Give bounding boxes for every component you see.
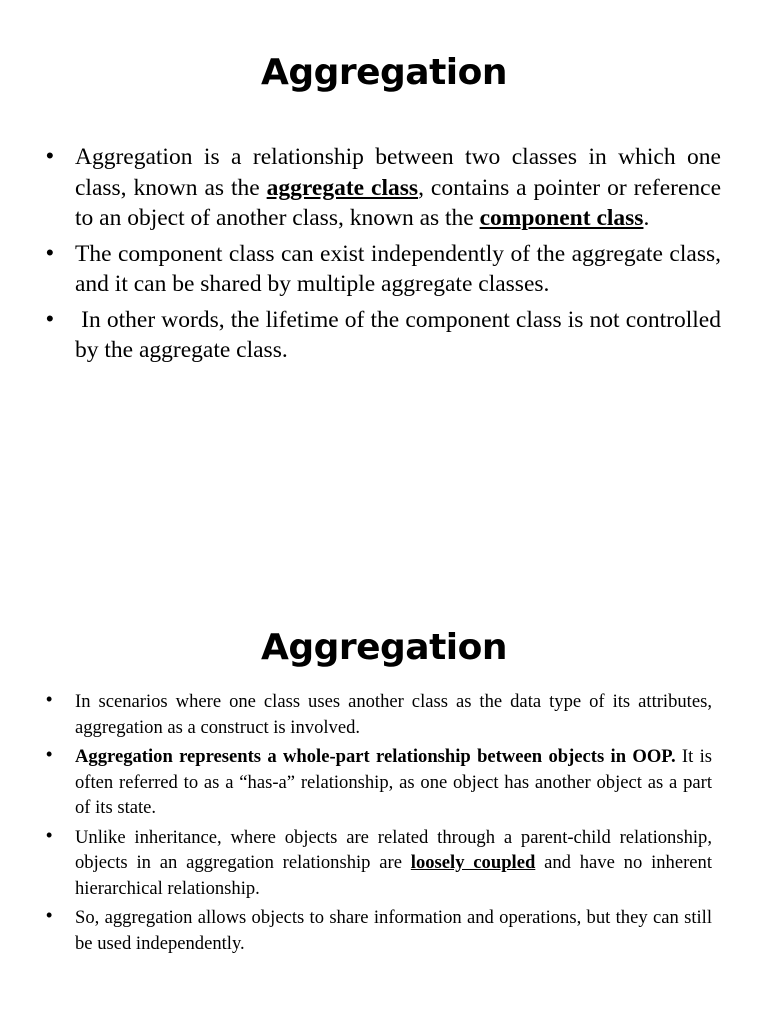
bullet-icon: • <box>46 305 54 331</box>
slide-1-title: Aggregation <box>260 52 508 93</box>
bullet-icon: • <box>46 744 53 764</box>
bullet-text: Unlike inheritance, where objects are related through a parent-child relationship, objects in an aggregation relationship are <box>75 826 712 873</box>
bullet-icon: • <box>46 824 53 845</box>
bullet-text: Aggregation is a relationship between two classes in which one class, known as the <box>75 144 721 201</box>
slide-2-bullet-1 <box>46 689 712 740</box>
slide-2-bullet-4 <box>46 905 712 956</box>
bullet-text: , contains a pointer or reference to an object of another class, known as the <box>75 174 721 231</box>
slide-1-bullet-2 <box>46 239 721 300</box>
aggregate-class-term: aggregate class <box>266 174 419 201</box>
bullet-text: In other words, the lifetime of the component class is not controlled by the aggregate class. <box>75 306 727 363</box>
slide-2-bullet-3 <box>46 824 712 902</box>
slide-2-bullet-2 <box>46 744 712 821</box>
slide-2 <box>0 575 768 1024</box>
bullet-text: The component class can exist independently of the aggregate class, and it can be shared by multiple aggregate classes. <box>75 240 721 297</box>
slide-1-bullet-3 <box>46 305 727 366</box>
slide-1-bullet-1 <box>46 142 721 234</box>
bullet-icon: • <box>46 239 54 265</box>
bullet-text: So, aggregation allows objects to share information and operations, but they can still be used independently. <box>75 907 712 954</box>
slide-1-bullet-list <box>46 142 727 371</box>
bullet-bold-text: Aggregation represents a whole-part relationship between objects in OOP. <box>75 746 676 767</box>
loosely-coupled-term: loosely coupled <box>410 852 536 873</box>
bullet-text: . <box>643 205 650 231</box>
slide-2-bullet-list <box>46 689 712 960</box>
bullet-text: and have no inherent hierarchical relationship. <box>75 852 712 899</box>
component-class-term: component class <box>479 205 644 231</box>
bullet-text: In scenarios where one class uses another class as the data type of its attributes, aggregation as a construct is involved. <box>75 691 712 738</box>
bullet-icon: • <box>46 689 53 709</box>
bullet-icon: • <box>46 905 53 925</box>
bullet-icon: • <box>46 143 54 168</box>
slide-2-title: Aggregation <box>260 627 508 668</box>
bullet-text: It is often referred to as a “has-a” relationship, as one object has another object as a part of its state. <box>75 746 712 818</box>
